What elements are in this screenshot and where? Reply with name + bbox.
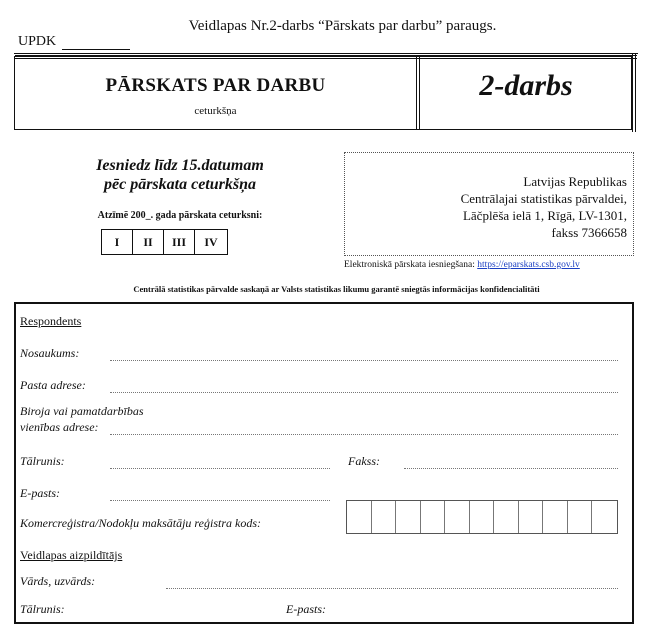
filler-section-title: Veidlapas aizpildītājs: [20, 548, 123, 562]
electronic-submission: [344, 260, 580, 270]
fax-input-line[interactable]: [404, 468, 618, 469]
confidentiality-notice: Centrālā statistikas pārvalde saskaņā ar Valsts statistikas likumu garantē sniegtās informācijas konfidencialitāti: [133, 284, 540, 294]
address-line-2: Centrālajai statistikas pārvaldei,: [460, 191, 627, 206]
phone-input-line[interactable]: [110, 468, 330, 469]
office-address-input-line[interactable]: [110, 434, 618, 435]
filler-phone-label: Tālrunis:: [20, 602, 65, 616]
address-line-4: fakss 7366658: [551, 225, 627, 240]
address-line-3: Lāčplēša ielā 1, Rīgā, LV-1301,: [462, 208, 627, 223]
registry-code-cell[interactable]: [445, 501, 470, 533]
respondent-section-title: Respondents: [20, 314, 82, 328]
recipient-address-box: [344, 152, 634, 256]
address-line-1: Latvijas Republikas: [523, 174, 627, 189]
electronic-link[interactable]: https://eparskats.csb.gov.lv: [477, 260, 580, 270]
filler-name-label: Vārds, uzvārds:: [20, 574, 96, 588]
report-title: PĀRSKATS PAR DARBU: [105, 75, 326, 96]
quarter-option-1[interactable]: I: [102, 230, 133, 254]
updk-input-line[interactable]: [62, 37, 130, 50]
name-input-line[interactable]: [110, 360, 618, 361]
form-code: 2-darbs: [479, 69, 573, 102]
registry-code-cell[interactable]: [421, 501, 446, 533]
report-header-box: [14, 56, 632, 130]
report-subtitle: ceturkšņa: [194, 105, 237, 117]
registry-code-cell[interactable]: [568, 501, 593, 533]
header-top-rule: [14, 53, 638, 57]
filler-name-input-line[interactable]: [166, 588, 618, 589]
respondent-form: [14, 302, 634, 624]
quarter-option-4[interactable]: IV: [204, 234, 218, 249]
registry-code-cell[interactable]: [494, 501, 519, 533]
postal-address-label: Pasta adrese:: [20, 378, 86, 392]
electronic-label: Elektroniskā pārskata iesniegšana:: [344, 260, 475, 270]
filler-email-label: E-pasts:: [286, 602, 326, 616]
email-input-line[interactable]: [110, 500, 330, 501]
registry-code-cell[interactable]: [372, 501, 397, 533]
phone-label: Tālrunis:: [20, 454, 65, 468]
updk-field: [18, 34, 130, 50]
page-heading: Veidlapas Nr.2-darbs “Pārskats par darbu” paraugs.: [188, 18, 497, 34]
quarter-option-3[interactable]: III: [164, 230, 195, 254]
quarter-option-2[interactable]: II: [133, 230, 164, 254]
header-divider: [416, 57, 417, 129]
postal-address-input-line[interactable]: [110, 392, 618, 393]
registry-code-grid[interactable]: [346, 500, 618, 534]
deadline-line-1: Iesniedz līdz 15.datumam: [96, 157, 264, 174]
registry-code-cell[interactable]: [470, 501, 495, 533]
office-address-label-2: vienības adrese:: [20, 420, 99, 434]
registry-code-label: Komercreģistra/Nodokļu maksātāju reģistra kods:: [20, 516, 261, 530]
registry-code-cell[interactable]: [519, 501, 544, 533]
registry-code-cell[interactable]: [592, 501, 617, 533]
deadline-line-2: pēc pārskata ceturkšņa: [104, 176, 256, 193]
recipient-address: [461, 173, 627, 241]
registry-code-cell[interactable]: [543, 501, 568, 533]
submission-deadline: [60, 156, 300, 194]
office-address-label-1: Biroja vai pamatdarbības: [20, 404, 144, 418]
quarter-mark-label: Atzīmē 200_. gada pārskata ceturksni:: [97, 210, 263, 221]
registry-code-cell[interactable]: [347, 501, 372, 533]
name-label: Nosaukums:: [20, 346, 80, 360]
registry-code-cell[interactable]: [396, 501, 421, 533]
email-label: E-pasts:: [20, 486, 60, 500]
updk-label: UPDK: [18, 34, 57, 49]
fax-label: Fakss:: [348, 454, 380, 468]
header-right-rule: [632, 54, 636, 132]
quarter-selector: [101, 229, 228, 255]
